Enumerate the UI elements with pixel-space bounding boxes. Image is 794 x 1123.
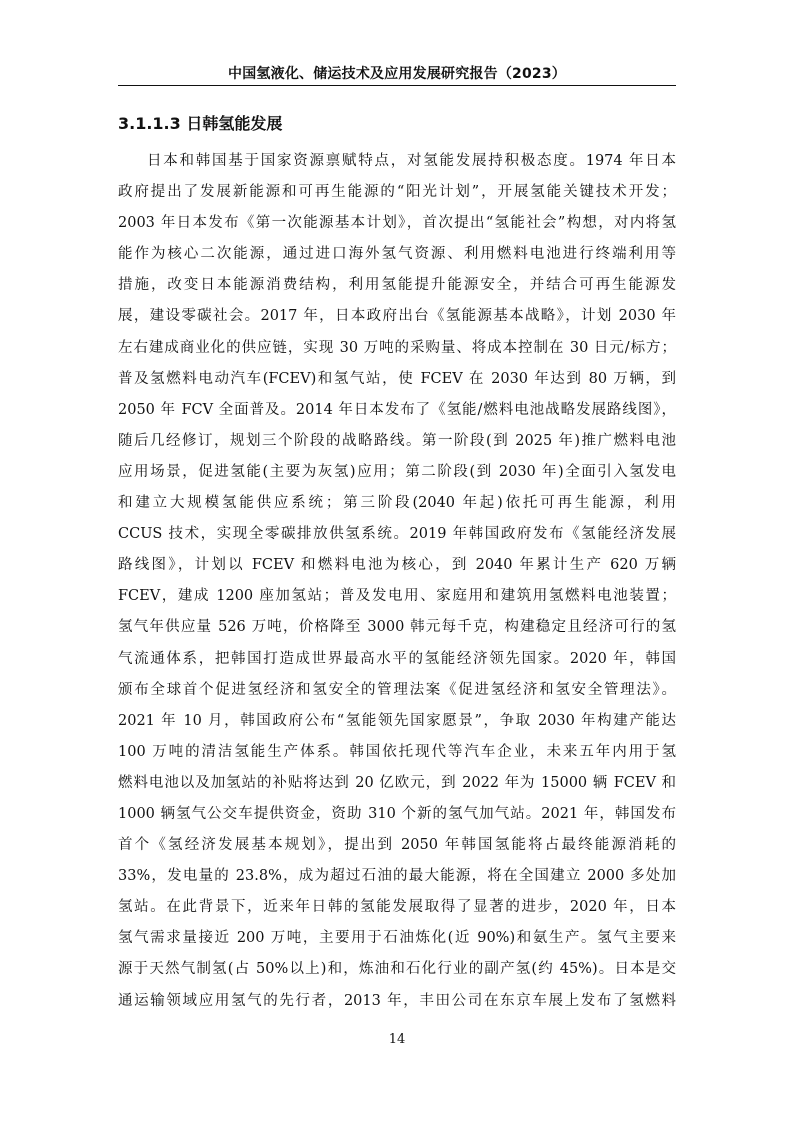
paragraph-line: 普及氢燃料电动汽车(FCEV)和氢气站，使 FCEV 在 2030 年达到 80 万辆，到 <box>118 370 676 387</box>
paragraph-line: 通运输领域应用氢气的先行者，2013 年，丰田公司在东京车展上发布了氢燃料 <box>118 992 676 1009</box>
paragraph-line: 1000 辆氢气公交车提供资金，资助 310 个新的氢气加气站。2021 年，韩国发布 <box>118 805 676 822</box>
section-heading: 3.1.1.3 日韩氢能发展 <box>118 114 283 133</box>
header-divider <box>118 85 676 86</box>
body-paragraph <box>118 146 676 1017</box>
paragraph-line: 随后几经修订，规划三个阶段的战略路线。第一阶段(到 2025 年)推广燃料电池 <box>118 432 676 449</box>
paragraph-line: 33%，发电量的 23.8%，成为超过石油的最大能源，将在全国建立 2000 多处加 <box>118 868 676 885</box>
paragraph-line: 氢站。在此背景下，近来年日韩的氢能发展取得了显著的进步，2020 年，日本 <box>118 899 676 916</box>
paragraph-line: 颁布全球首个促进氢经济和氢安全的管理法案《促进氢经济和氢安全管理法》。 <box>118 681 676 698</box>
paragraph-line: 100 万吨的清洁氢能生产体系。韩国依托现代等汽车企业，未来五年内用于氢 <box>118 743 676 760</box>
paragraph-line: 路线图》，计划以 FCEV 和燃料电池为核心，到 2040 年累计生产 620 万辆 <box>118 557 676 574</box>
paragraph-line: CCUS 技术，实现全零碳排放供氢系统。2019 年韩国政府发布《氢能经济发展 <box>118 526 676 543</box>
paragraph-line: 2021 年 10 月，韩国政府公布“氢能领先国家愿景”，争取 2030 年构建产能达 <box>118 712 676 729</box>
paragraph-line: 应用场景，促进氢能(主要为灰氢)应用；第二阶段(到 2030 年)全面引入氢发电 <box>118 463 676 480</box>
running-header: 中国氢液化、储运技术及应用发展研究报告（2023） <box>228 66 566 82</box>
paragraph-line: 能作为核心二次能源，通过进口海外氢气资源、利用燃料电池进行终端利用等 <box>118 246 676 263</box>
paragraph-line: 气流通体系，把韩国打造成世界最高水平的氢能经济领先国家。2020 年，韩国 <box>118 650 676 667</box>
page-number: 14 <box>388 1032 406 1047</box>
paragraph-line: 2003 年日本发布《第一次能源基本计划》，首次提出“氢能社会”构想，对内将氢 <box>118 215 676 232</box>
paragraph-line: 日本和韩国基于国家资源禀赋特点，对氢能发展持积极态度。1974 年日本 <box>147 153 676 169</box>
paragraph-line: 源于天然气制氢(占 50%以上)和，炼油和石化行业的副产氢(约 45%)。日本是交 <box>118 961 676 978</box>
paragraph-line: 展，建设零碳社会。2017 年，日本政府出台《氢能源基本战略》，计划 2030 年 <box>118 308 676 325</box>
paragraph-line: 政府提出了发展新能源和可再生能源的“阳光计划”，开展氢能关键技术开发； <box>118 184 676 201</box>
paragraph-line: 氢气需求量接近 200 万吨，主要用于石油炼化(近 90%)和氨生产。氢气主要来 <box>118 930 676 947</box>
paragraph-line: 措施，改变日本能源消费结构，利用氢能提升能源安全，并结合可再生能源发 <box>118 277 676 294</box>
paragraph-line: 2050 年 FCV 全面普及。2014 年日本发布了《氢能/燃料电池战略发展路线图》， <box>118 401 676 418</box>
paragraph-line: 左右建成商业化的供应链，实现 30 万吨的采购量、将成本控制在 30 日元/标方； <box>118 339 676 356</box>
paragraph-line: 氢气年供应量 526 万吨，价格降至 3000 韩元每千克，构建稳定且经济可行的氢 <box>118 619 676 636</box>
paragraph-line: 首个《氢经济发展基本规划》，提出到 2050 年韩国氢能将占最终能源消耗的 <box>118 837 676 854</box>
paragraph-line: 燃料电池以及加氢站的补贴将达到 20 亿欧元，到 2022 年为 15000 辆 FCEV 和 <box>118 774 676 791</box>
paragraph-line: 和建立大规模氢能供应系统；第三阶段(2040 年起)依托可再生能源，利用 <box>118 495 676 512</box>
paragraph-line: FCEV，建成 1200 座加氢站；普及发电用、家庭用和建筑用氢燃料电池装置； <box>118 588 676 605</box>
